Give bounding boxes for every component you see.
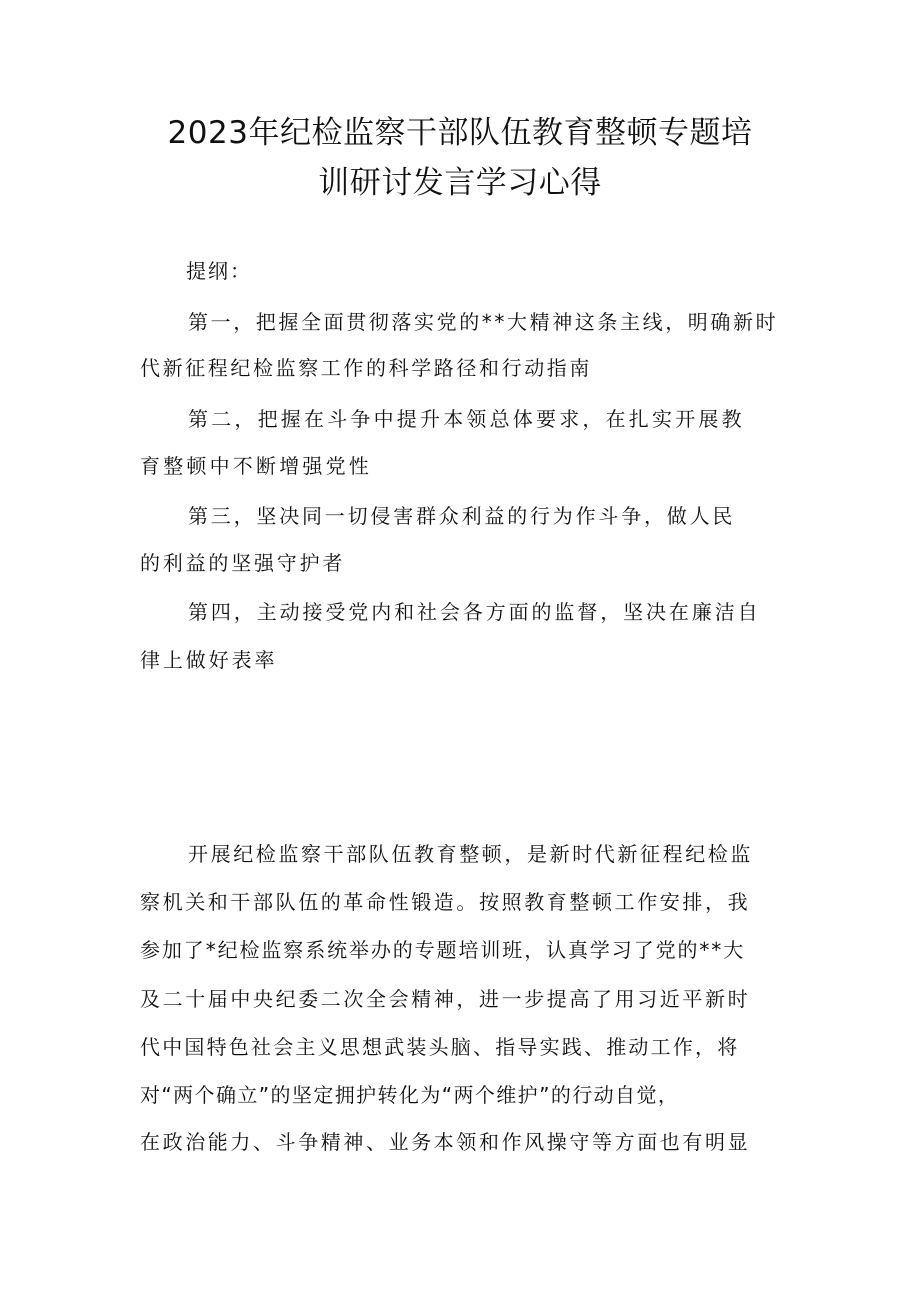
outline-label: 提纲： (186, 259, 252, 283)
document-title-line-1: 2023年纪检监察干部队伍教育整顿专题培 (167, 115, 753, 151)
body-line: 开展纪检监察干部队伍教育整顿，是新时代新征程纪检监 (188, 842, 753, 866)
body-line: 及二十届中央纪委二次全会精神，进一步提高了用习近平新时 (140, 987, 751, 1011)
body-line: 对“两个确立”的坚定拥护转化为“两个维护”的行动自觉， (140, 1083, 680, 1107)
body-line: 察机关和干部队伍的革命性锻造。按照教育整顿工作安排，我 (140, 890, 751, 914)
outline-item-3-line-1: 第三，坚决同一切侵害群众利益的行为作斗争，做人民 (188, 504, 736, 528)
body-line: 参加了*纪检监察系统举办的专题培训班，认真学习了党的**大 (140, 938, 746, 962)
outline-item-4-line-1: 第四，主动接受党内和社会各方面的监督，坚决在廉洁自 (188, 600, 761, 624)
outline-item-4-line-2: 律上做好表率 (140, 648, 278, 672)
outline-item-2-line-1: 第二，把握在斗争中提升本领总体要求，在扎实开展教 (188, 407, 745, 431)
document-title-line-2: 训研讨发言学习心得 (318, 165, 602, 201)
outline-item-2-line-2: 育整顿中不断增强党性 (140, 454, 372, 478)
outline-item-3-line-2: 的利益的坚强守护者 (140, 551, 346, 575)
outline-item-1-line-1: 第一，把握全面贯彻落实党的**大精神这条主线，明确新时 (188, 310, 779, 334)
outline-item-1-line-2: 代新征程纪检监察工作的科学路径和行动指南 (140, 356, 592, 380)
body-line: 在政治能力、斗争精神、业务本领和作风操守等方面也有明显 (140, 1130, 751, 1154)
body-line: 代中国特色社会主义思想武装头脑、指导实践、推动工作，将 (140, 1035, 740, 1059)
